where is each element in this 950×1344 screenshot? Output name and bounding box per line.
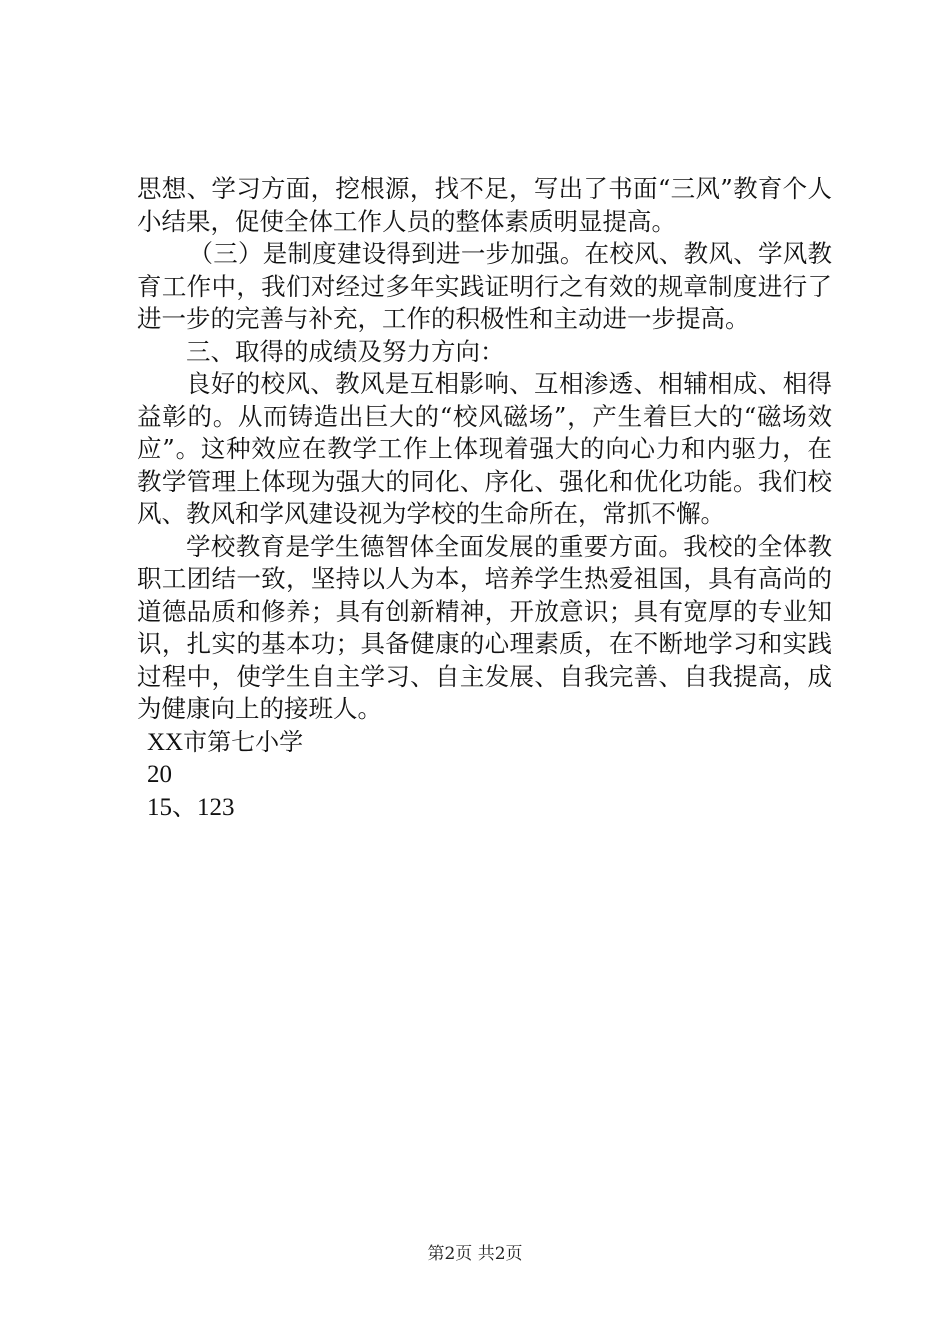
paragraph-continuation: 思想、学习方面，挖根源，找不足，写出了书面“三风”教育个人小结果，促使全体工作人员的整体素质明显提高。: [137, 174, 832, 236]
paragraph-school-education: 学校教育是学生德智体全面发展的重要方面。我校的全体教职工团结一致，坚持以人为本，培养学生热爱祖国，具有高尚的道德品质和修养；具有创新精神，开放意识；具有宽厚的专业知识，扎实的基本功；具备健康的心理素质，在不断地学习和实践过程中，使学生自主学习、自主发展、自我完善、自我提高，成为健康向上的接班人。: [137, 531, 832, 723]
signature-org-name: 市第七小学: [183, 727, 304, 756]
signature-organization: [137, 726, 832, 760]
paragraph-school-spirit: 良好的校风、教风是互相影响、互相渗透、相辅相成、相得益彰的。从而铸造出巨大的“校风磁场”，产生着巨大的“磁场效应”。这种效应在教学工作上体现着强大的向心力和内驱力，在教学管理上体现为强大的同化、序化、强化和优化功能。我们校风、教风和学风建设视为学校的生命所在，常抓不懈。: [137, 369, 832, 528]
page-footer: 第2页 共2页: [427, 1244, 523, 1264]
document-body: [137, 173, 832, 824]
signature-org-prefix: XX: [147, 728, 184, 756]
signature-date-line-1: 20: [147, 761, 172, 788]
paragraph-system-building: （三）是制度建设得到进一步加强。在校风、教风、学风教育工作中，我们对经过多年实践证明行之有效的规章制度进行了进一步的完善与补充，工作的积极性和主动进一步提高。: [137, 239, 832, 333]
section-heading-achievements: 三、取得的成绩及努力方向：: [186, 336, 505, 366]
signature-date-line-2: 15、123: [147, 793, 235, 821]
